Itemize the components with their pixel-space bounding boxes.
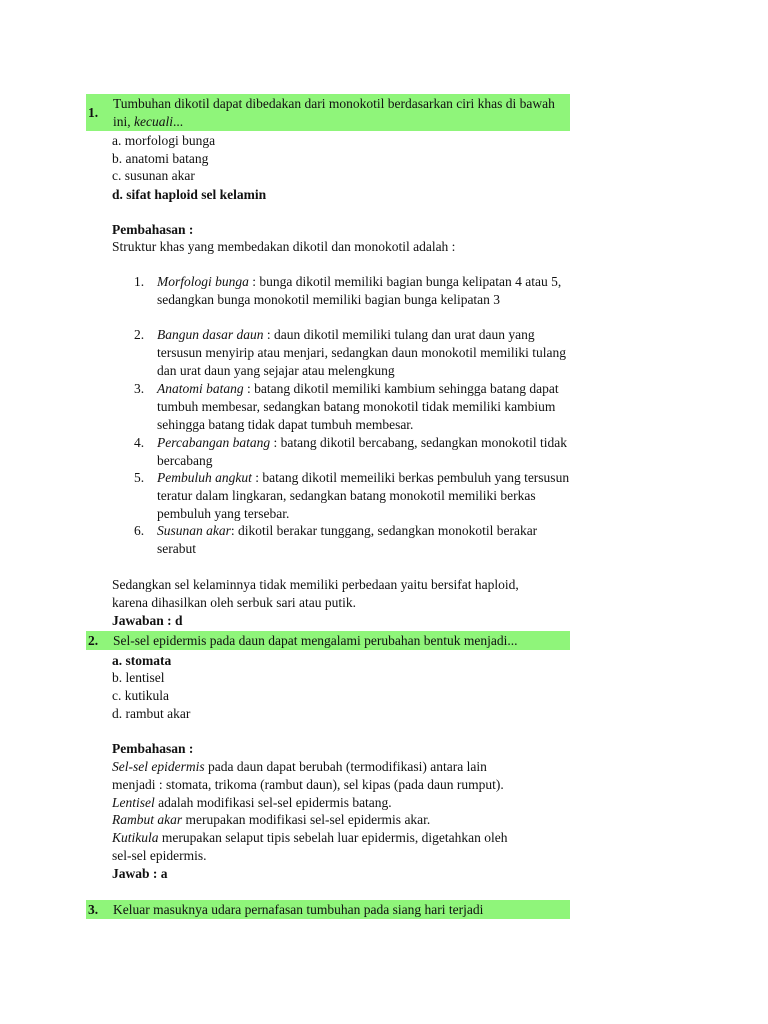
q2-paragraph-3: Rambut akar merupakan modifikasi sel-sel epidermis akar. bbox=[112, 812, 431, 827]
question-1-header bbox=[86, 94, 570, 131]
q1-closing-line-1: Sedangkan sel kelaminnya tidak memiliki perbedaan yaitu bersifat haploid, bbox=[112, 577, 519, 592]
q1-item-3: Anatomi batang : batang dikotil memiliki kambium sehingga batang dapat tumbuh membesar, sedangkan batang monokotil tidak memiliki kambium sehingga batang tidak dapat tumbuh membesar. bbox=[157, 381, 559, 432]
question-1-text: Tumbuhan dikotil dapat dibedakan dari monokotil berdasarkan ciri khas di bawah ini, kecuali... bbox=[113, 96, 555, 129]
question-3-number: 3. bbox=[88, 902, 99, 917]
q1-item-2-number: 2. bbox=[134, 327, 145, 342]
q1-option-b: b. anatomi batang bbox=[112, 151, 209, 166]
q1-item-3-number: 3. bbox=[134, 381, 145, 396]
q2-paragraph-4: Kutikula merupakan selaput tipis sebelah luar epidermis, digetahkan oleh bbox=[112, 830, 508, 845]
q2-paragraph-4-line-2: sel-sel epidermis. bbox=[112, 848, 207, 863]
q2-option-c: c. kutikula bbox=[112, 688, 169, 703]
q2-discussion-title: Pembahasan : bbox=[112, 741, 194, 756]
q1-item-5-number: 5. bbox=[134, 470, 145, 485]
q1-item-4: Percabangan batang : batang dikotil bercabang, sedangkan monokotil tidak bercabang bbox=[157, 435, 568, 468]
q2-paragraph-1: Sel-sel epidermis pada daun dapat berubah (termodifikasi) antara lain bbox=[112, 759, 487, 774]
q1-option-d-correct: d. sifat haploid sel kelamin bbox=[112, 187, 267, 202]
question-3-header bbox=[86, 900, 570, 919]
q1-item-1: Morfologi bunga : bunga dikotil memiliki bagian bunga kelipatan 4 atau 5, sedangkan bunga monokotil memiliki bagian bunga kelipatan 3 bbox=[157, 274, 562, 307]
q2-paragraph-1-line-2: menjadi : stomata, trikoma (rambut daun), sel kipas (pada daun rumput). bbox=[112, 777, 504, 792]
q1-option-c: c. susunan akar bbox=[112, 168, 195, 183]
q1-closing-line-2: karena dihasilkan oleh serbuk sari atau putik. bbox=[112, 595, 357, 610]
q1-item-1-number: 1. bbox=[134, 274, 145, 289]
question-3-text: Keluar masuknya udara pernafasan tumbuhan pada siang hari terjadi bbox=[113, 902, 484, 917]
q1-item-5: Pembuluh angkut : batang dikotil memeiliki berkas pembuluh yang tersusun teratur dalam lingkaran, sedangkan batang monokotil memiliki berkas pembuluh yang tersebar. bbox=[157, 470, 570, 521]
question-1-emphasis: kecuali bbox=[134, 114, 173, 129]
q2-option-b: b. lentisel bbox=[112, 670, 165, 685]
q1-item-6: Susunan akar: dikotil berakar tunggang, sedangkan monokotil berakar serabut bbox=[157, 523, 538, 556]
q1-discussion-intro: Struktur khas yang membedakan dikotil dan monokotil adalah : bbox=[112, 239, 456, 254]
question-2-header bbox=[86, 631, 570, 650]
q1-option-a: a. morfologi bunga bbox=[112, 133, 216, 148]
q2-answer: Jawab : a bbox=[112, 866, 168, 881]
question-1-number: 1. bbox=[88, 105, 99, 120]
q1-item-4-number: 4. bbox=[134, 435, 145, 450]
q2-paragraph-2: Lentisel adalah modifikasi sel-sel epidermis batang. bbox=[112, 795, 392, 810]
question-2-text: Sel-sel epidermis pada daun dapat mengalami perubahan bentuk menjadi... bbox=[113, 633, 518, 648]
q2-option-a-correct: a. stomata bbox=[112, 653, 172, 668]
q1-item-6-number: 6. bbox=[134, 523, 145, 538]
q1-discussion-title: Pembahasan : bbox=[112, 222, 194, 237]
q1-answer: Jawaban : d bbox=[112, 613, 183, 628]
q2-option-d: d. rambut akar bbox=[112, 706, 191, 721]
q1-item-2: Bangun dasar daun : daun dikotil memiliki tulang dan urat daun yang tersusun menyirip atau menjari, sedangkan daun monokotil memiliki tulang dan urat daun yang sejajar atau melengkung bbox=[157, 327, 567, 378]
question-2-number: 2. bbox=[88, 633, 99, 648]
